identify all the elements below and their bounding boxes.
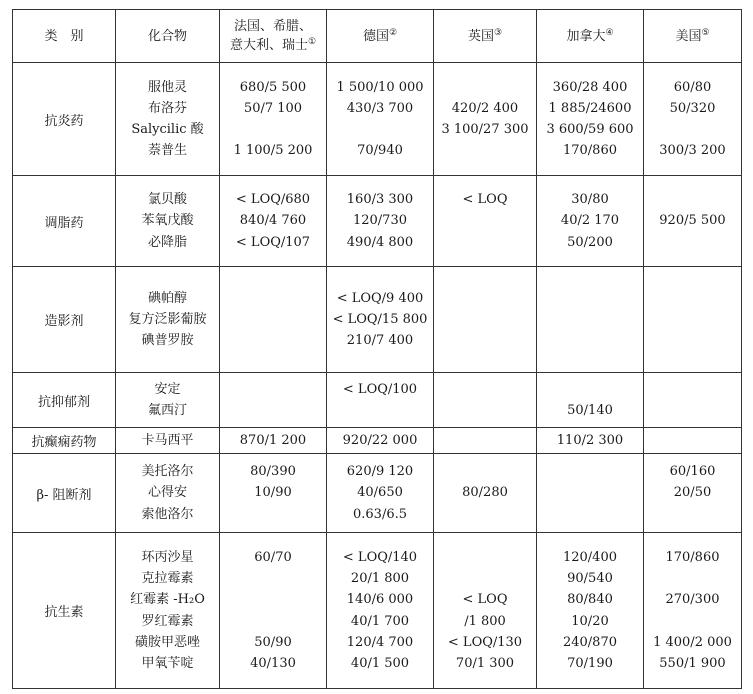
value-line: 50/200 bbox=[567, 234, 613, 250]
value-cell bbox=[220, 373, 327, 428]
value-line: 70/190 bbox=[567, 655, 613, 671]
value-line: 3 600/59 600 bbox=[546, 122, 634, 137]
value-line: 920/5 500 bbox=[659, 213, 726, 229]
compound-name: 美托洛尔 bbox=[141, 464, 194, 480]
header-compound: 化合物 bbox=[116, 10, 220, 63]
value-line: 170/860 bbox=[562, 143, 617, 159]
compound-name: 安定 bbox=[154, 381, 181, 397]
value-line: 120/400 bbox=[562, 549, 617, 565]
group-row bbox=[13, 428, 742, 454]
value-line: 160/3 300 bbox=[346, 192, 414, 208]
category-cell bbox=[13, 267, 116, 373]
category-cell bbox=[13, 428, 116, 454]
value-cell bbox=[327, 373, 434, 428]
group-row bbox=[13, 533, 742, 689]
value-line: < LOQ/107 bbox=[235, 234, 311, 250]
value-cell bbox=[644, 428, 742, 454]
value-line: 550/1 900 bbox=[659, 655, 726, 671]
value-line: 80/280 bbox=[462, 485, 508, 501]
value-line: 1 500/10 000 bbox=[336, 79, 424, 95]
compound-name: 必降脂 bbox=[147, 234, 187, 250]
value-line: 300/3 200 bbox=[659, 143, 726, 159]
category-label: 抗炎药 bbox=[44, 113, 84, 129]
value-line: 680/5 500 bbox=[239, 79, 307, 95]
value-line: 240/870 bbox=[562, 634, 617, 650]
value-line: 1 400/2 000 bbox=[653, 634, 732, 650]
value-line: 840/4 760 bbox=[239, 213, 307, 229]
compound-name: 氯贝酸 bbox=[147, 192, 187, 208]
compound-name: 环丙沙星 bbox=[141, 549, 194, 565]
value-line: 40/1 500 bbox=[350, 655, 410, 671]
value-cell bbox=[644, 454, 742, 533]
group-row bbox=[13, 267, 742, 373]
value-cell bbox=[434, 176, 537, 267]
value-cell bbox=[537, 454, 644, 533]
value-cell bbox=[434, 267, 537, 373]
compound-name: 布洛芬 bbox=[147, 100, 187, 116]
value-line: 430/3 700 bbox=[346, 100, 414, 116]
value-cell bbox=[327, 176, 434, 267]
compound-name: 甲氧苄啶 bbox=[141, 655, 194, 671]
header-country-1: 法国、希腊、 意大利、瑞士① bbox=[220, 10, 327, 63]
compound-name: 磺胺甲恶唑 bbox=[134, 634, 200, 650]
value-line: 0.63/6.5 bbox=[353, 506, 407, 522]
value-line: 50/320 bbox=[669, 100, 716, 116]
compound-name: 碘帕醇 bbox=[147, 290, 187, 306]
compound-name: 卡马西平 bbox=[141, 432, 194, 448]
value-cell bbox=[220, 533, 327, 689]
compound-name: 罗红霉素 bbox=[141, 613, 194, 629]
value-line: < LOQ bbox=[462, 592, 508, 608]
value-line: 490/4 800 bbox=[346, 234, 414, 250]
category-cell bbox=[13, 373, 116, 428]
category-cell bbox=[13, 533, 116, 689]
value-line: 60/80 bbox=[673, 79, 712, 95]
category-label: 抗生素 bbox=[44, 605, 84, 620]
group-row bbox=[13, 373, 742, 428]
value-cell bbox=[644, 176, 742, 267]
value-line: /1 800 bbox=[464, 613, 506, 629]
table-body bbox=[13, 10, 742, 689]
value-cell bbox=[434, 373, 537, 428]
header-country-2: 德国② bbox=[327, 10, 434, 63]
group-row bbox=[13, 63, 742, 176]
value-line: 20/50 bbox=[673, 485, 712, 501]
compound-cell bbox=[116, 428, 220, 454]
compound-name: 索他洛尔 bbox=[141, 506, 194, 522]
value-cell bbox=[220, 63, 327, 176]
value-line: 40/2 170 bbox=[560, 213, 620, 229]
value-cell bbox=[537, 533, 644, 689]
value-cell bbox=[327, 428, 434, 454]
header-row bbox=[13, 10, 742, 63]
value-line: 50/7 100 bbox=[243, 100, 303, 116]
value-line: 10/20 bbox=[571, 613, 609, 629]
value-cell bbox=[537, 63, 644, 176]
compound-cell bbox=[116, 267, 220, 373]
category-label: 抗抑郁剂 bbox=[37, 394, 90, 410]
value-cell bbox=[644, 267, 742, 373]
value-line: 40/1 700 bbox=[350, 613, 410, 629]
compound-cell bbox=[116, 454, 220, 533]
compound-name: 苯氧戊酸 bbox=[141, 213, 194, 229]
value-cell bbox=[537, 428, 644, 454]
value-cell bbox=[220, 176, 327, 267]
value-line: 80/840 bbox=[567, 592, 613, 608]
value-line: 270/300 bbox=[665, 592, 720, 608]
concentration-table bbox=[12, 9, 742, 689]
value-cell bbox=[434, 63, 537, 176]
compound-cell bbox=[116, 533, 220, 689]
category-cell bbox=[13, 63, 116, 176]
value-line: < LOQ/130 bbox=[447, 634, 523, 650]
value-cell bbox=[537, 267, 644, 373]
value-line: < LOQ/100 bbox=[342, 381, 418, 397]
value-line: 1 885/24600 bbox=[548, 100, 632, 116]
value-line: 40/650 bbox=[357, 485, 403, 501]
value-line: 120/730 bbox=[352, 213, 407, 229]
value-line: 50/140 bbox=[567, 403, 613, 418]
value-cell bbox=[644, 533, 742, 689]
value-line: 1 100/5 200 bbox=[233, 143, 313, 159]
value-cell bbox=[644, 63, 742, 176]
compound-name: 服他灵 bbox=[147, 79, 187, 95]
compound-cell bbox=[116, 373, 220, 428]
category-label: 抗癫痫药物 bbox=[31, 435, 97, 450]
value-cell bbox=[220, 267, 327, 373]
value-line: < LOQ/9 400 bbox=[336, 290, 424, 306]
compound-name: 红霉素 -H₂O bbox=[130, 592, 205, 608]
group-row bbox=[13, 176, 742, 267]
value-line: 60/160 bbox=[669, 464, 716, 480]
value-line: 40/130 bbox=[250, 655, 296, 671]
value-cell bbox=[537, 373, 644, 428]
value-line: 80/390 bbox=[250, 464, 296, 480]
compound-cell bbox=[116, 176, 220, 267]
value-cell bbox=[220, 428, 327, 454]
value-line: < LOQ/680 bbox=[235, 192, 311, 208]
header-country-3: 英国③ bbox=[434, 10, 537, 63]
value-line: 140/6 000 bbox=[346, 592, 414, 608]
header-country-4: 加拿大④ bbox=[537, 10, 644, 63]
compound-name: 克拉霉素 bbox=[141, 571, 194, 587]
value-cell bbox=[537, 176, 644, 267]
group-row bbox=[13, 454, 742, 533]
value-cell bbox=[327, 63, 434, 176]
header-country-5: 美国⑤ bbox=[644, 10, 742, 63]
header-category: 类 别 bbox=[13, 10, 116, 63]
value-cell bbox=[434, 428, 537, 454]
value-line: 50/90 bbox=[254, 634, 292, 650]
value-line: 30/80 bbox=[571, 192, 609, 208]
value-line: 60/70 bbox=[254, 549, 292, 565]
compound-name: 心得安 bbox=[147, 485, 187, 501]
value-line: 620/9 120 bbox=[346, 464, 414, 480]
value-line: 70/940 bbox=[357, 143, 403, 159]
value-line: 870/1 200 bbox=[239, 432, 307, 448]
value-line: 120/4 700 bbox=[346, 634, 414, 650]
value-line: < LOQ bbox=[462, 192, 508, 208]
value-cell bbox=[434, 533, 537, 689]
value-cell bbox=[327, 267, 434, 373]
value-line: 110/2 300 bbox=[556, 432, 624, 448]
category-label: 调脂药 bbox=[44, 215, 84, 231]
compound-name: 氟西汀 bbox=[147, 403, 187, 418]
category-cell bbox=[13, 454, 116, 533]
value-line: 920/22 000 bbox=[342, 432, 418, 448]
compound-name: 复方泛影葡胺 bbox=[128, 311, 207, 327]
compound-name: 萘普生 bbox=[147, 143, 187, 159]
value-line: 360/28 400 bbox=[552, 79, 628, 95]
value-cell bbox=[327, 454, 434, 533]
value-line: < LOQ/140 bbox=[342, 549, 418, 565]
value-cell bbox=[327, 533, 434, 689]
value-line: 170/860 bbox=[665, 549, 720, 565]
value-cell bbox=[220, 454, 327, 533]
compound-cell bbox=[116, 63, 220, 176]
value-line: 3 100/27 300 bbox=[441, 122, 529, 137]
value-line: 10/90 bbox=[254, 485, 292, 501]
value-cell bbox=[644, 373, 742, 428]
value-line: 90/540 bbox=[567, 571, 613, 587]
value-line: 20/1 800 bbox=[350, 571, 410, 587]
value-line: < LOQ/15 800 bbox=[332, 311, 428, 327]
category-label: 造影剂 bbox=[44, 314, 84, 329]
value-cell bbox=[434, 454, 537, 533]
value-line: 70/1 300 bbox=[455, 655, 515, 671]
compound-name: 碘普罗胺 bbox=[141, 333, 194, 349]
value-line: 420/2 400 bbox=[451, 100, 519, 116]
compound-name: Salycilic 酸 bbox=[131, 122, 204, 137]
category-label: β- 阻断剂 bbox=[36, 487, 92, 503]
category-cell bbox=[13, 176, 116, 267]
value-line: 210/7 400 bbox=[346, 333, 414, 349]
